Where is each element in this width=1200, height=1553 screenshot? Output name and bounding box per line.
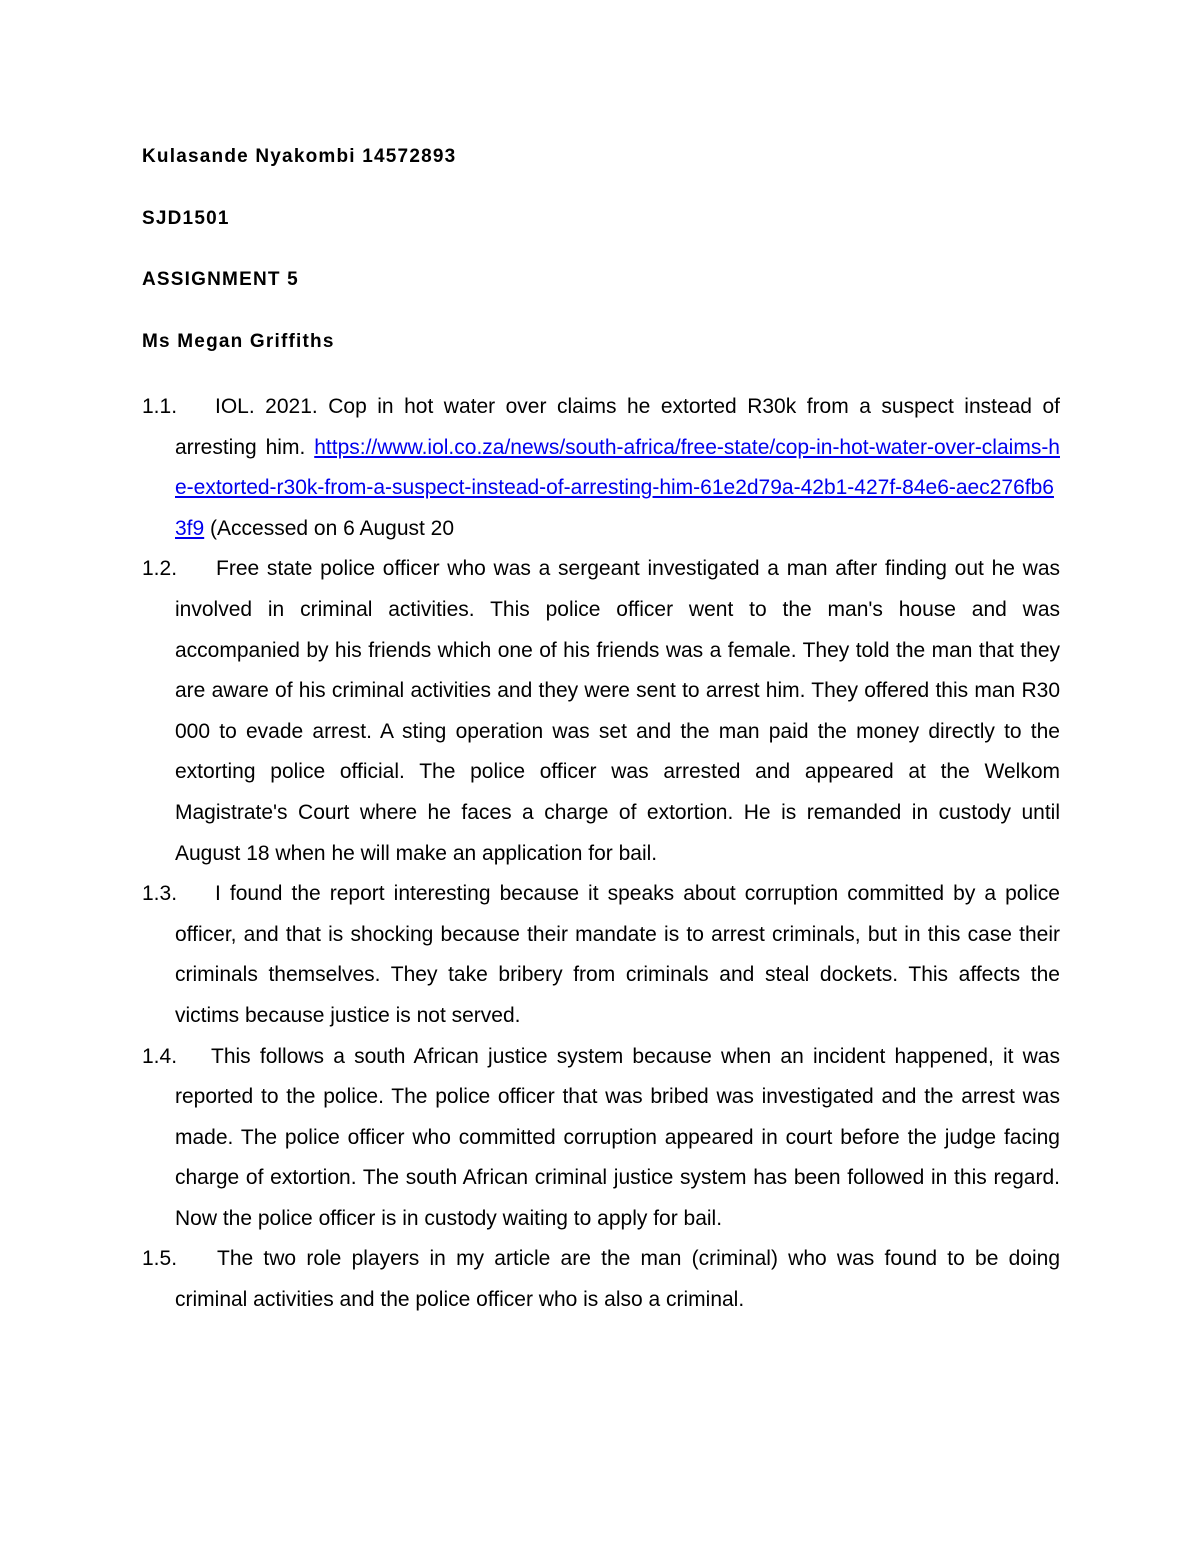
- course-code: SJD1501: [142, 208, 230, 229]
- item-text: Free state police officer who was a sergeant investigated a man after finding out he was involved in criminal activities. This police officer went to the man's house and was accompanied by his friends which one of his friends was a female. They told the man that they are aware of his criminal activities and they were sent to arrest him. They offered this man R30 000 to evade arrest. A sting operation was set and the man paid the money directly to the extorting police official. The police officer was arrested and appeared at the Welkom Magistrate's Court where he faces a charge of extortion. He is remanded in custody until August 18 when he will make an application for bail.: [175, 557, 1060, 865]
- lecturer-name: Ms Megan Griffiths: [142, 331, 335, 352]
- list-item-1-1: [142, 387, 1060, 549]
- citation-text: IOL. 2021. Cop in hot water over claims he extorted R30k from a suspect instead of arresting him.: [175, 395, 1060, 459]
- item-number: 1.4.: [142, 1044, 178, 1068]
- item-number: 1.3.: [142, 882, 178, 906]
- item-number: 1.5.: [142, 1247, 178, 1271]
- list-item-1-2: [142, 549, 1060, 874]
- item-text: The two role players in my article are the man (criminal) who was found to be doing criminal activities and the police officer who is also a criminal.: [175, 1247, 1060, 1312]
- item-number: 1.1.: [142, 395, 178, 418]
- item-number: 1.2.: [142, 557, 178, 581]
- accessed-date: (Accessed on 6 August 20: [204, 516, 455, 540]
- item-text: This follows a south African justice system because when an incident happened, it was reported to the police. The police officer that was bribed was investigated and the arrest was made. The police officer who committed corruption appeared in court before the judge facing charge of extortion. The south African criminal justice system has been followed in this regard. Now the police officer is in custody waiting to apply for bail.: [175, 1044, 1060, 1230]
- list-item-1-4: [142, 1037, 1060, 1240]
- list-item-1-3: [142, 874, 1060, 1036]
- article-link[interactable]: https://www.iol.co.za/news/south-africa/free-state/cop-in-hot-water-over-claims-he-extorted-r30k-from-a-suspect-instead-of-arresting-him-61e2d79a-42b1-427f-84e6-aec276fb63f9: [175, 435, 1060, 540]
- assignment-title: ASSIGNMENT 5: [142, 269, 299, 290]
- numbered-list: [142, 387, 1060, 1321]
- student-name-number: Kulasande Nyakombi 14572893: [142, 146, 457, 167]
- list-item-1-5: [142, 1239, 1060, 1320]
- item-text: I found the report interesting because it speaks about corruption committed by a police officer, and that is shocking because their mandate is to arrest criminals, but in this case their criminals themselves. They take bribery from criminals and steal dockets. This affects the victims because justice is not served.: [175, 882, 1060, 1027]
